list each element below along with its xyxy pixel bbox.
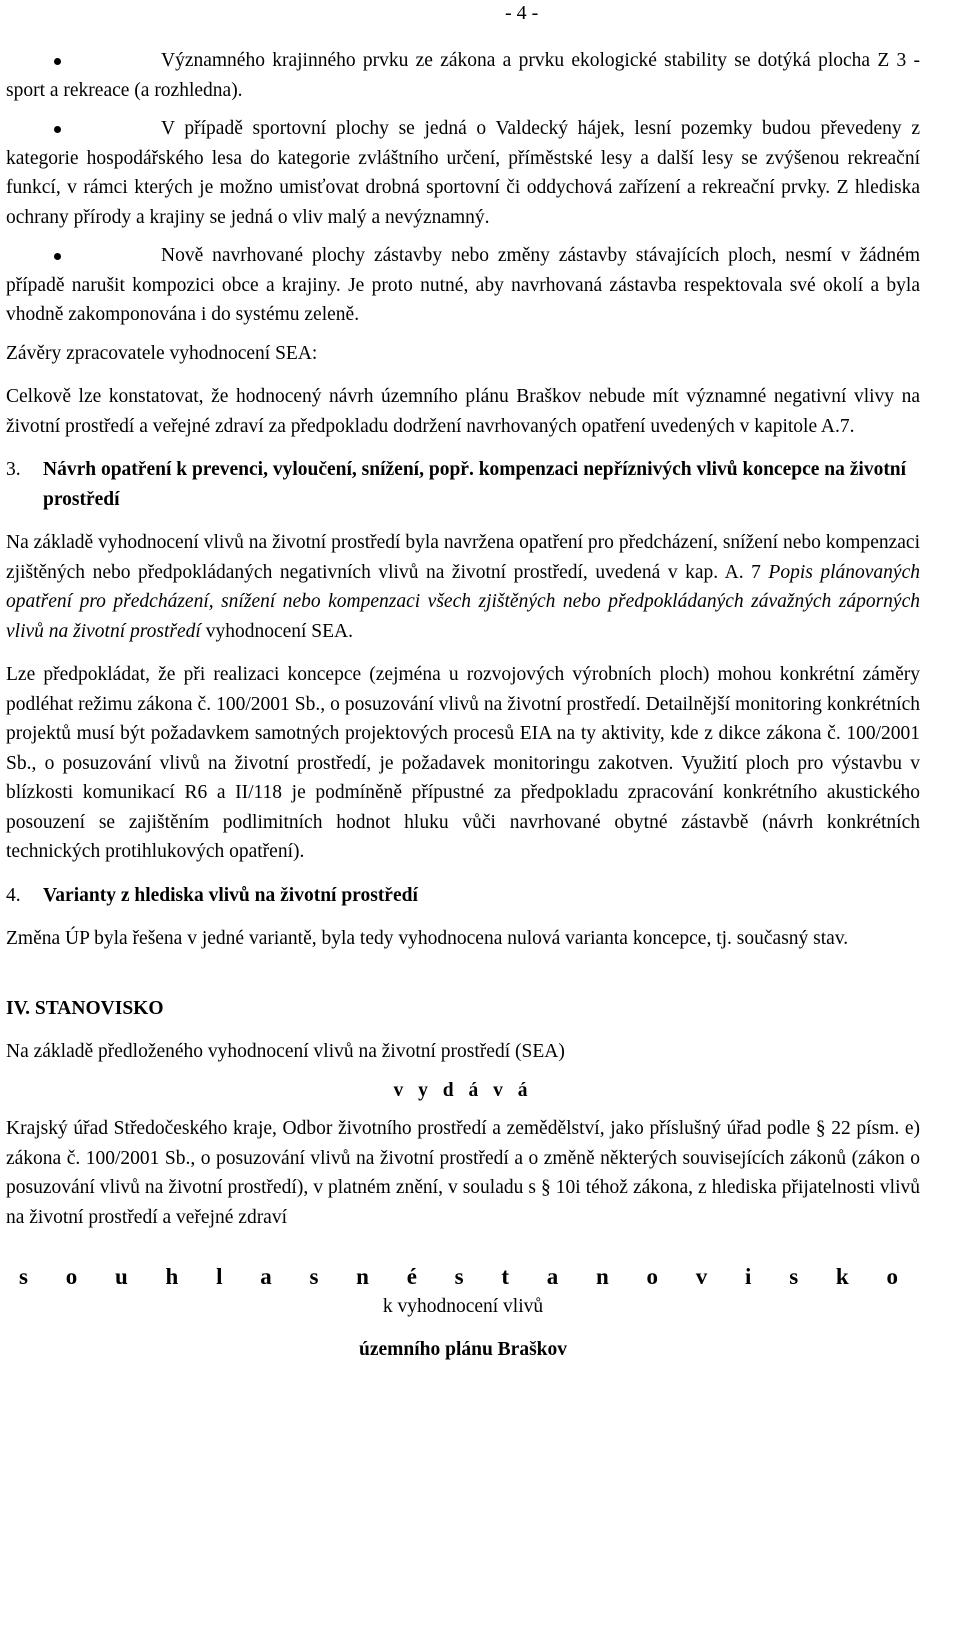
section-4-heading [6,881,920,911]
sea-conclusions-text: Celkově lze konstatovat, že hodnocený návrh územního plánu Braškov nebude mít významné negativní vlivy na životní prostředí a veřejné zdraví za předpokladu dodržení navrhovaných opatření uvedených v kapitole A.7. [6,386,920,437]
section-number: 3. [6,459,21,480]
sea-conclusions-label: Závěry zpracovatele vyhodnocení SEA: [6,342,318,364]
bullet-text: Nově navrhované plochy zástavby nebo změny zástavby stávajících ploch, nesmí v žádném případě narušit kompozici obce a krajiny. Je proto nutné, aby navrhovaná zástavba respektovala své okolí a byla vhodně zakomponována i do systému zeleně. [6,245,920,325]
section-3-heading [6,455,920,514]
bullet-icon [54,58,61,65]
section-iv-title: IV. STANOVISKO [6,997,164,1019]
section-iv-text: Krajský úřad Středočeského kraje, Odbor životního prostředí a zemědělství, jako příslušný úřad podle § 22 písm. e) zákona č. 100/2001 Sb., o posuzování vlivů na životní prostředí a o změně některých souvisejících zákonů (zákon o posuzování vlivů na životní prostředí), v platném znění, v souladu s § 10i téhož zákona, z hlediska přijatelnosti vlivů na životní prostředí a veřejné zdraví [6,1118,920,1228]
section-iv-intro: Na základě předloženého vyhodnocení vlivů na životní prostředí (SEA) [6,1041,565,1062]
document-body [6,46,920,1365]
bullet-item [6,241,920,330]
decision-subtitle: k vyhodnocení vlivů [382,1295,544,1317]
bullet-item [6,114,920,232]
page-number: - 4 - [505,2,539,24]
bullet-item [6,46,920,105]
section-title: Varianty z hlediska vlivů na životní prostředí [43,884,418,906]
section-4-text: Změna ÚP byla řešena v jedné variantě, byla tedy vyhodnocena nulová varianta koncepce, tj. současný stav. [6,928,849,949]
section-3-paragraph-2: Lze předpokládat, že při realizaci koncepce (zejména u rozvojových výrobních ploch) mohou konkrétní záměry podléhat režimu zákona č. 100/2001 Sb., o posuzování vlivů na životní prostředí. Detailnější monitoring konkrétních projektů musí být požadavkem samotných projektových procesů EIA na ty aktivity, kde z dikce zákona č. 100/2001 Sb., o posuzování vlivů na životní prostředí, je požadavek monitoringu zakotven. Využití ploch pro výstavbu v blízkosti komunikací R6 a II/118 je podmíněně přípustné za předpokladu zpracování konkrétního akustického posouzení se zajištěním podlimitních hodnot hluku vůči navrhované obytné zástavbě (návrh konkrétních technických protihlukových opatření). [6,664,920,862]
bullet-icon [54,253,61,260]
decision-subject: územního plánu Braškov [358,1339,568,1360]
text-run: vyhodnocení SEA. [200,620,354,642]
vydava-heading: v y d á v á [393,1079,533,1101]
decision-title: s o u h l a s n é s t a n o v i s k o [19,1264,907,1289]
bullet-text: Významného krajinného prvku ze zákona a prvku ekologické stability se dotýká plocha Z 3 - sport a rekreace (a rozhledna). [6,50,920,101]
chapter-title-italic: Popis plánovaných opatření pro předcházení, snížení nebo kompenzaci všech zjištěných nebo předpokládaných závažných záporných vlivů na životní prostředí [6,561,920,642]
section-number: 4. [6,884,21,906]
section-title: Návrh opatření k prevenci, vyloučení, snížení, popř. kompenzaci nepříznivých vlivů koncepce na životní prostředí [43,459,907,510]
bullet-icon [54,126,61,133]
section-3-paragraph-1 [6,528,920,646]
bullet-text: V případě sportovní plochy se jedná o Valdecký hájek, lesní pozemky budou převedeny z kategorie hospodářského lesa do kategorie zvláštního určení, příměstské lesy a další lesy se zvýšenou rekreační funkcí, v rámci kterých je možno umisťovat drobná sportovní či oddychová zařízení a rekreační prvky. Z hlediska ochrany přírody a krajiny se jedná o vliv malý a nevýznamný. [6,118,920,228]
text-run: Na základě vyhodnocení vlivů na životní prostředí byla navržena opatření pro předcházení, snížení nebo kompenzaci zjištěných nebo předpokládaných negativních vlivů na životní prostředí, uvedená v kap. A. 7 [6,532,920,583]
